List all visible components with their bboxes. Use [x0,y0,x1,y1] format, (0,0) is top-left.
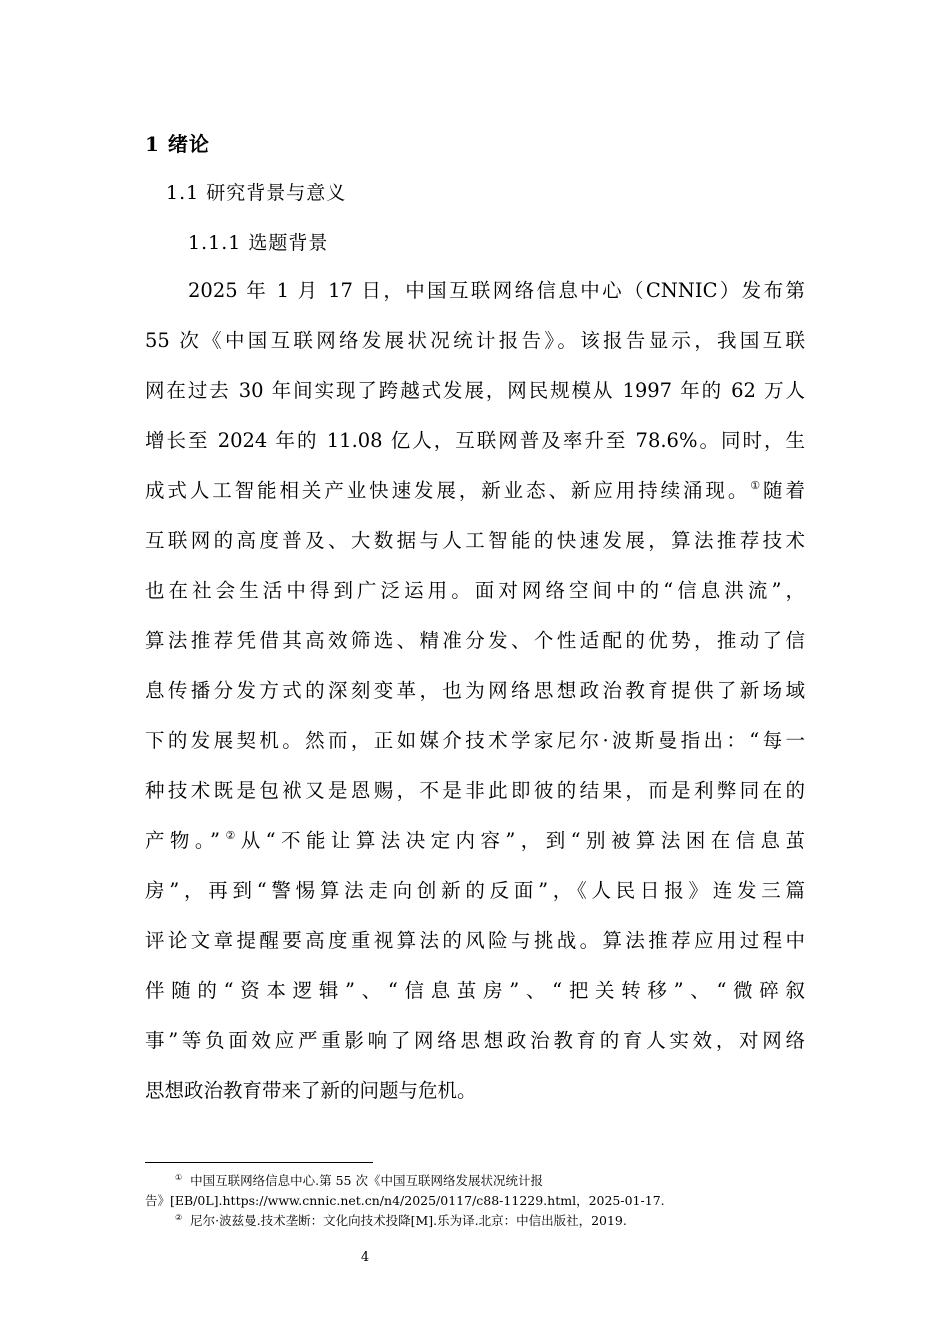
paragraph-line: 互联网的高度普及、大数据与人工智能的快速发展，算法推荐技术 [145,529,805,552]
footnote-1-continued: 告》[EB/0L].https://www.cnnic.net.cn/n4/2025/0117/c88-11229.html，2025-01-17. [145,1193,665,1208]
paragraph-line: 也在社会生活中得到广泛运用。面对网络空间中的“信息洪流”， [145,579,805,602]
chapter-heading: 1 绪论 [145,132,210,156]
paragraph-line [145,477,805,505]
text-run: 成式人工智能相关产业快速发展，新业态、新应用持续涌现。 [145,479,751,502]
paragraph-line [145,827,805,855]
paragraph-line: 事”等负面效应严重影响了网络思想政治教育的育人实效，对网络 [145,1029,805,1052]
paragraph-line: 思想政治教育带来了新的问题与危机。 [145,1079,477,1102]
paragraph-line: 增长至 2024 年的 11.08 亿人，互联网普及率升至 78.6%。同时，生 [145,429,805,452]
footnote-text: 中国互联网络信息中心.第 55 次《中国互联网络发展状况统计报 [190,1173,543,1188]
paragraph-line: 种技术既是包袱又是恩赐，不是非此即彼的结果，而是利弊同在的 [145,779,805,802]
page-number: 4 [360,1250,370,1265]
paragraph-line: 伴随的“资本逻辑”、“信息茧房”、“把关转移”、“微碎叙 [145,979,805,1002]
footnote-mark: ① [175,1173,183,1182]
subsection-heading: 1.1.1 选题背景 [188,232,329,254]
text-run: 产物。” [145,829,221,852]
footnote-ref-1[interactable]: ① [750,479,764,492]
paragraph-line: 算法推荐凭借其高效筛选、精准分发、个性适配的优势，推动了信 [145,629,805,652]
footnote-1 [175,1173,543,1189]
section-heading: 1.1 研究背景与意义 [166,182,347,204]
paragraph-line: 息传播分发方式的深刻变革，也为网络思想政治教育提供了新场域 [145,679,805,702]
paragraph-line: 下的发展契机。然而，正如媒介技术学家尼尔·波斯曼指出：“每一 [145,729,805,752]
text-run: 从“不能让算法决定内容”，到“别被算法困在信息茧 [240,829,805,852]
paragraph-line: 2025 年 1 月 17 日，中国互联网络信息中心（CNNIC）发布第 [188,279,805,302]
footnote-2 [175,1213,627,1229]
paragraph-line: 55 次《中国互联网络发展状况统计报告》。该报告显示，我国互联 [145,329,805,352]
paragraph-line: 网在过去 30 年间实现了跨越式发展，网民规模从 1997 年的 62 万人 [145,379,805,402]
paragraph-line: 房”，再到“警惕算法走向创新的反面”，《人民日报》连发三篇 [145,879,805,902]
footnote-mark: ② [175,1213,183,1222]
footnote-text: 尼尔·波兹曼.技术垄断：文化向技术投降[M].乐为译.北京：中信出版社，2019. [190,1213,627,1228]
paragraph-line: 评论文章提醒要高度重视算法的风险与挑战。算法推荐应用过程中 [145,929,805,952]
footnote-ref-2[interactable]: ② [220,829,241,842]
footnote-separator [145,1162,373,1163]
text-run: 随着 [763,479,805,502]
